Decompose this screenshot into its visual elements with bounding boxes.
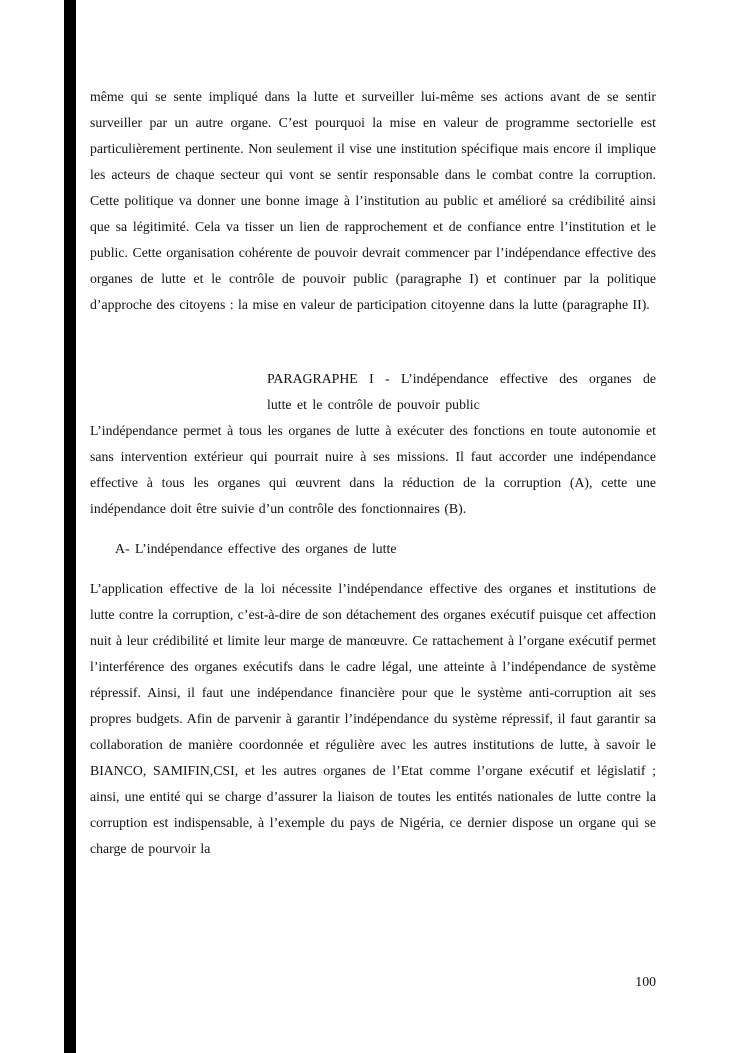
page-number: 100	[635, 974, 656, 989]
section-heading-paragraphe-1	[267, 366, 656, 418]
scan-artifact-bar	[64, 0, 76, 1053]
subheading-a: A- L’indépendance effective des organes de lutte	[115, 541, 397, 556]
section-heading-line2: lutte et le contrôle de pouvoir public	[267, 397, 480, 412]
paragraph-intro: même qui se sente impliqué dans la lutte et surveiller lui-même ses actions avant de se sentir surveiller par un autre organe. C’est pourquoi la mise en valeur de programme sectorielle est particulièrement pertinente. Non seulement il vise une institution spécifique mais encore il implique les acteurs de chaque secteur qui vont se sentir responsable dans le combat contre la corruption. Cette politique va donner une bonne image à l’institution au public et amélioré sa crédibilité ainsi que sa légitimité. Cela va tisser un lien de rapprochement et de confiance entre l’institution et le public. Cette organisation cohérente de pouvoir devrait commencer par l’indépendance effective des organes de lutte et le contrôle de pouvoir public (paragraphe I) et continuer par la politique d’approche des citoyens : la mise en valeur de participation citoyenne dans la lutte (paragraphe II).	[90, 89, 656, 312]
section-heading-line1: PARAGRAPHE I - L’indépendance effective des organes de	[267, 371, 656, 386]
page-content	[90, 84, 656, 862]
paragraph-application: L’application effective de la loi nécessite l’indépendance effective des organes et institutions de lutte contre la corruption, c’est-à-dire de son détachement des organes exécutif puisque cet affection nuit à leur crédibilité et limite leur marge de manœuvre. Ce rattachement à l’organe exécutif permet l’interférence des organes exécutifs dans le cadre légal, une atteinte à l’indépendance de système répressif. Ainsi, il faut une indépendance financière pour que le système anti-corruption ait ses propres budgets. Afin de parvenir à garantir l’indépendance du système répressif, il faut garantir sa collaboration de manière coordonnée et régulière avec les autres institutions de lutte, à savoir le BIANCO, SAMIFIN,CSI, et les autres organes de l’Etat comme l’organe exécutif et législatif ; ainsi, une entité qui se charge d’assurer la liaison de toutes les entités nationales de lutte contre la corruption est indispensable, à l’exemple du pays de Nigéria, ce dernier dispose un organe qui se charge de pourvoir la	[90, 581, 656, 856]
paragraph-independance: L’indépendance permet à tous les organes de lutte à exécuter des fonctions en toute autonomie et sans intervention extérieur qui pourrait nuire à ses missions. Il faut accorder une indépendance effective à tous les organes qui œuvrent dans la réduction de la corruption (A), cette une indépendance doit être suivie d’un contrôle des fonctionnaires (B).	[90, 423, 656, 516]
